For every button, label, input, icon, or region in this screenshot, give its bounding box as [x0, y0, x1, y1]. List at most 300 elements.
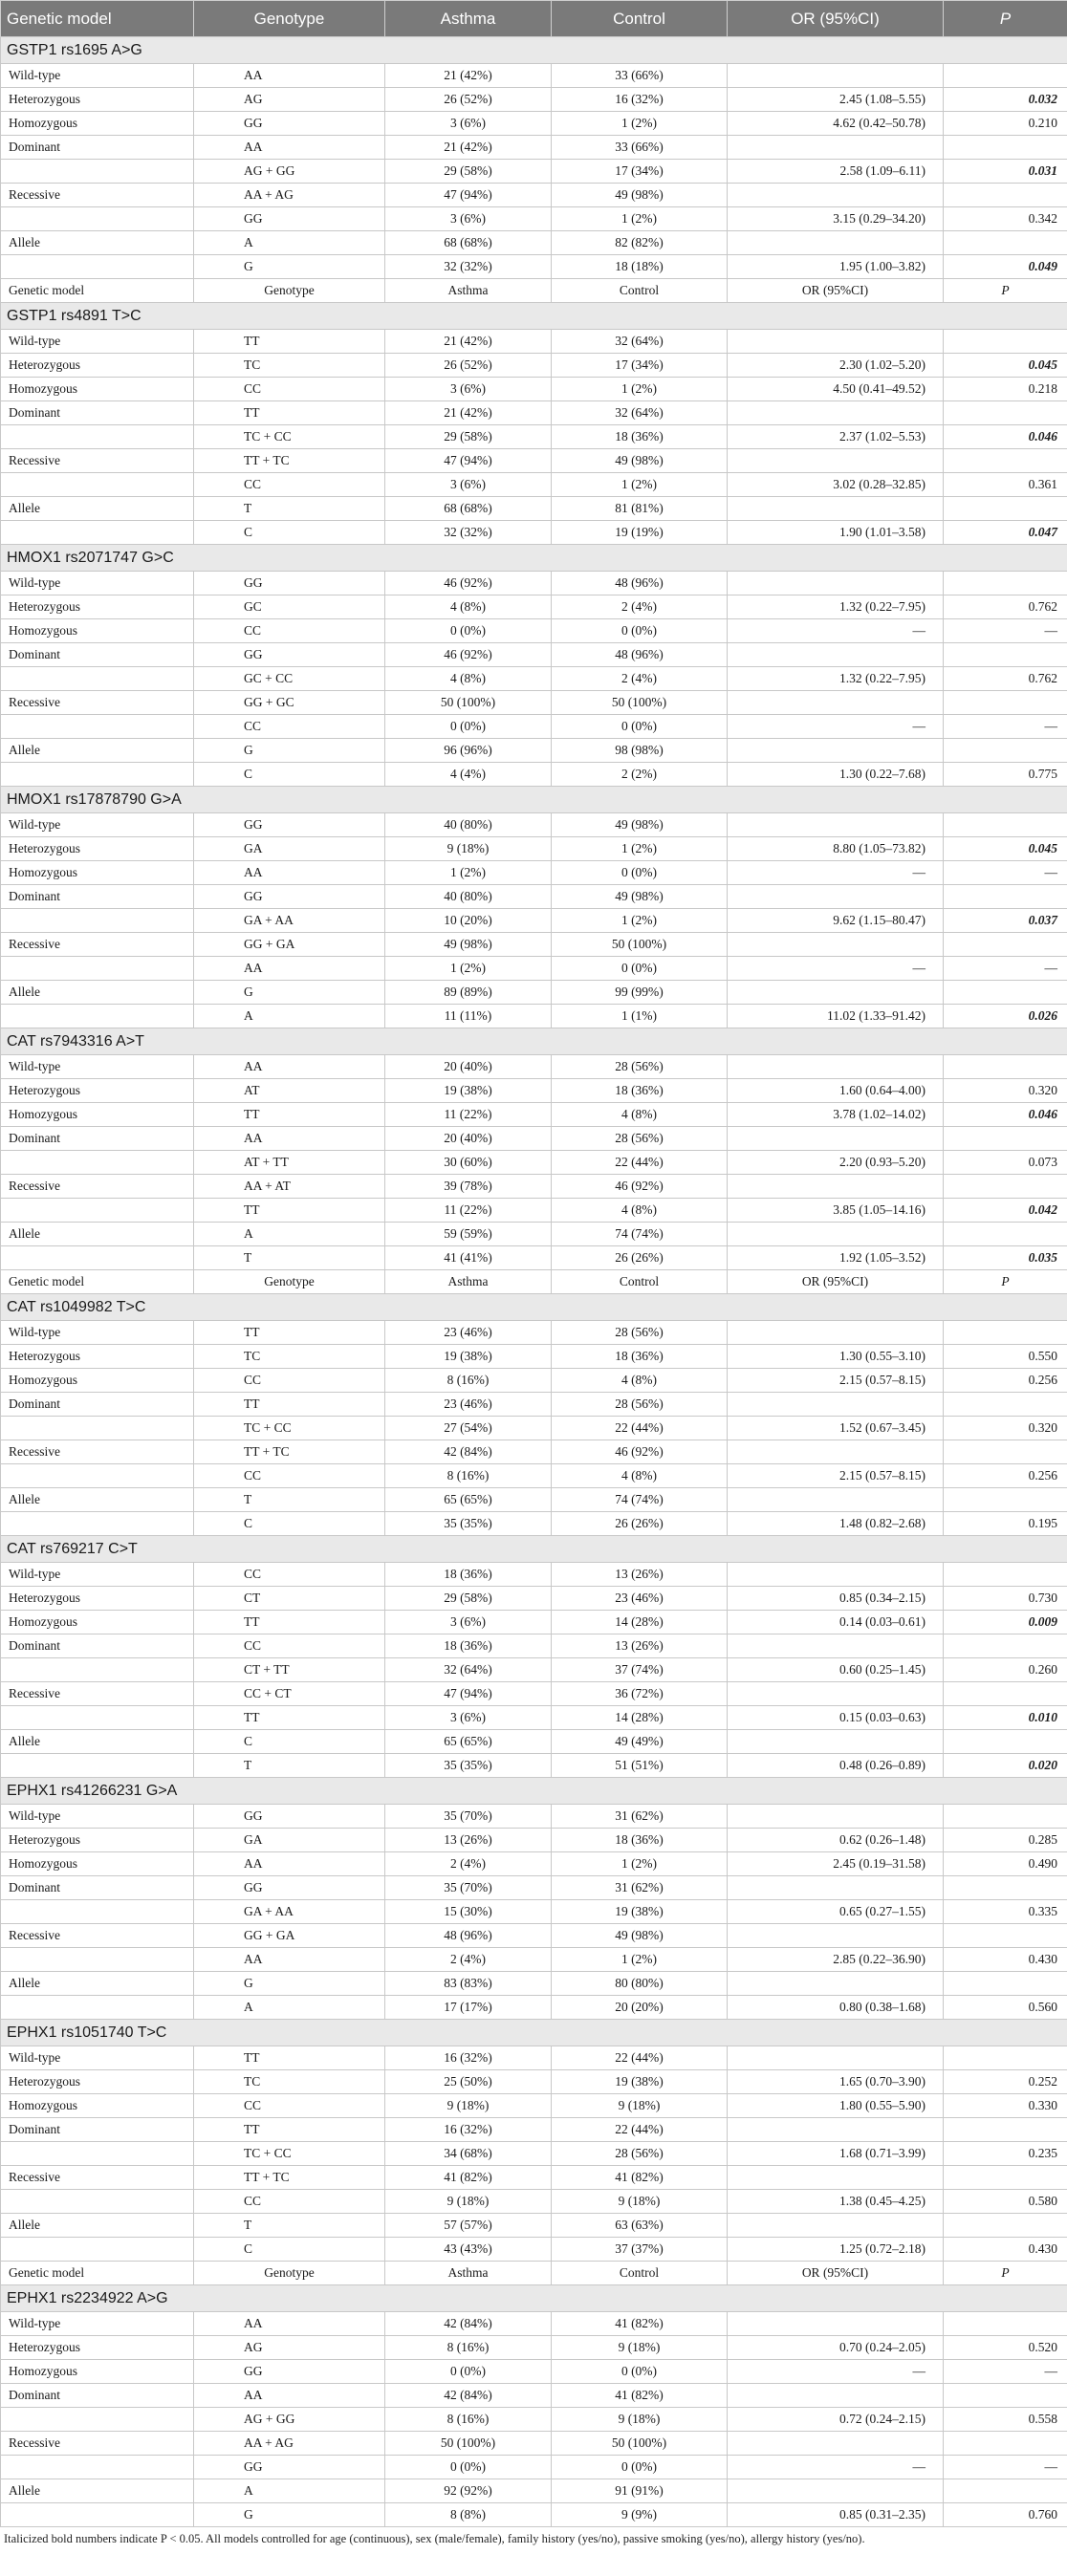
- asthma-count-cell: 35 (35%): [385, 1754, 552, 1778]
- snp-section-label: EPHX1 rs2234922 A>G: [1, 2285, 1067, 2312]
- odds-ratio-cell: 3.78 (1.02–14.02): [728, 1103, 944, 1127]
- control-count-cell: 17 (34%): [552, 354, 728, 378]
- odds-ratio-cell: [728, 1682, 944, 1706]
- odds-ratio-cell: 1.30 (0.22–7.68): [728, 763, 944, 787]
- table-body: [1, 37, 1067, 2527]
- table-row: [1, 136, 1067, 160]
- table-row: [1, 1972, 1067, 1996]
- asthma-count-cell: 32 (32%): [385, 255, 552, 279]
- control-count-cell: 51 (51%): [552, 1754, 728, 1778]
- table-row: [1, 861, 1067, 885]
- control-count-cell: 82 (82%): [552, 231, 728, 255]
- table-row: [1, 2166, 1067, 2190]
- p-value-cell: 0.032: [944, 88, 1067, 112]
- snp-section-label: CAT rs1049982 T>C: [1, 1294, 1067, 1321]
- asthma-count-cell: 3 (6%): [385, 112, 552, 136]
- genetic-model-cell: [1, 1900, 194, 1924]
- genetic-model-cell: [1, 1151, 194, 1175]
- odds-ratio-cell: [728, 1563, 944, 1587]
- p-value-cell: 0.430: [944, 1948, 1067, 1972]
- asthma-count-cell: 21 (42%): [385, 136, 552, 160]
- genetic-model-cell: [1, 1417, 194, 1440]
- odds-ratio-cell: 0.70 (0.24–2.05): [728, 2336, 944, 2360]
- odds-ratio-cell: 1.60 (0.64–4.00): [728, 1079, 944, 1103]
- genetic-model-cell: Heterozygous: [1, 1345, 194, 1369]
- genetic-model-cell: Homozygous: [1, 1369, 194, 1393]
- odds-ratio-cell: [728, 1055, 944, 1079]
- genotype-cell: T: [194, 1246, 385, 1270]
- control-count-cell: 1 (2%): [552, 207, 728, 231]
- genetic-model-cell: Homozygous: [1, 2094, 194, 2118]
- asthma-count-cell: 29 (58%): [385, 425, 552, 449]
- genetic-model-cell: Heterozygous: [1, 1079, 194, 1103]
- genetic-model-cell: Allele: [1, 981, 194, 1005]
- asthma-count-cell: 35 (70%): [385, 1876, 552, 1900]
- table-row: [1, 1900, 1067, 1924]
- genetic-model-cell: [1, 1658, 194, 1682]
- snp-section-row: [1, 2020, 1067, 2046]
- control-count-cell: 41 (82%): [552, 2166, 728, 2190]
- asthma-count-cell: 32 (64%): [385, 1658, 552, 1682]
- snp-section-row: [1, 303, 1067, 330]
- p-value-cell: 0.762: [944, 595, 1067, 619]
- subhead-p-value: P: [944, 279, 1067, 303]
- odds-ratio-cell: —: [728, 2360, 944, 2384]
- genetic-model-cell: [1, 2456, 194, 2479]
- genotype-cell: GG: [194, 885, 385, 909]
- genotype-cell: GG: [194, 2360, 385, 2384]
- genetic-model-cell: Heterozygous: [1, 1587, 194, 1611]
- genetic-model-cell: Allele: [1, 1730, 194, 1754]
- p-value-cell: [944, 1805, 1067, 1829]
- table-row: [1, 1345, 1067, 1369]
- control-count-cell: 28 (56%): [552, 1055, 728, 1079]
- genotype-cell: CC: [194, 1369, 385, 1393]
- table-row: [1, 2312, 1067, 2336]
- genotype-cell: TT: [194, 1103, 385, 1127]
- genotype-cell: TC + CC: [194, 2142, 385, 2166]
- p-value-cell: [944, 2432, 1067, 2456]
- odds-ratio-cell: 0.15 (0.03–0.63): [728, 1706, 944, 1730]
- control-count-cell: 46 (92%): [552, 1440, 728, 1464]
- subhead-genetic-model: Genetic model: [1, 2262, 194, 2285]
- odds-ratio-cell: [728, 1876, 944, 1900]
- asthma-count-cell: 26 (52%): [385, 88, 552, 112]
- asthma-count-cell: 8 (16%): [385, 2336, 552, 2360]
- genotype-cell: A: [194, 231, 385, 255]
- genotype-cell: CC: [194, 1634, 385, 1658]
- genetic-model-cell: Homozygous: [1, 2360, 194, 2384]
- control-count-cell: 9 (18%): [552, 2336, 728, 2360]
- control-count-cell: 14 (28%): [552, 1611, 728, 1634]
- genetic-model-cell: Homozygous: [1, 378, 194, 401]
- control-count-cell: 28 (56%): [552, 1127, 728, 1151]
- genetic-model-cell: Wild-type: [1, 1563, 194, 1587]
- asthma-count-cell: 42 (84%): [385, 2384, 552, 2408]
- snp-section-row: [1, 1028, 1067, 1055]
- asthma-count-cell: 29 (58%): [385, 1587, 552, 1611]
- asthma-count-cell: 21 (42%): [385, 64, 552, 88]
- asthma-count-cell: 15 (30%): [385, 1900, 552, 1924]
- table-row: [1, 957, 1067, 981]
- genetic-model-cell: Allele: [1, 739, 194, 763]
- genotype-cell: TC: [194, 1345, 385, 1369]
- genotype-cell: TT: [194, 401, 385, 425]
- table-row: [1, 1005, 1067, 1028]
- table-row: [1, 739, 1067, 763]
- asthma-count-cell: 0 (0%): [385, 619, 552, 643]
- genetic-model-cell: Allele: [1, 497, 194, 521]
- asthma-count-cell: 9 (18%): [385, 2094, 552, 2118]
- table-row: [1, 354, 1067, 378]
- genotype-cell: AA: [194, 1948, 385, 1972]
- odds-ratio-cell: 2.15 (0.57–8.15): [728, 1369, 944, 1393]
- subhead-asthma: Asthma: [385, 2262, 552, 2285]
- table-row: [1, 255, 1067, 279]
- header-p-value: P: [944, 1, 1067, 37]
- genetic-model-cell: Recessive: [1, 691, 194, 715]
- table-row: [1, 521, 1067, 545]
- table-row: [1, 1175, 1067, 1199]
- snp-section-row: [1, 1778, 1067, 1805]
- p-value-cell: [944, 933, 1067, 957]
- odds-ratio-cell: [728, 1127, 944, 1151]
- asthma-count-cell: 32 (32%): [385, 521, 552, 545]
- control-count-cell: 49 (98%): [552, 449, 728, 473]
- table-row: [1, 1369, 1067, 1393]
- genotype-cell: TC: [194, 2070, 385, 2094]
- odds-ratio-cell: [728, 64, 944, 88]
- odds-ratio-cell: 0.80 (0.38–1.68): [728, 1996, 944, 2020]
- snp-section-row: [1, 1536, 1067, 1563]
- table-row: [1, 231, 1067, 255]
- control-count-cell: 26 (26%): [552, 1246, 728, 1270]
- table-row: [1, 813, 1067, 837]
- asthma-count-cell: 68 (68%): [385, 497, 552, 521]
- control-count-cell: 18 (18%): [552, 255, 728, 279]
- genetic-model-cell: Wild-type: [1, 2046, 194, 2070]
- asthma-count-cell: 29 (58%): [385, 160, 552, 184]
- table-row: [1, 1730, 1067, 1754]
- genetic-model-cell: Dominant: [1, 401, 194, 425]
- genetic-model-cell: Homozygous: [1, 1103, 194, 1127]
- genotype-cell: GG: [194, 1805, 385, 1829]
- subhead-genetic-model: Genetic model: [1, 279, 194, 303]
- control-count-cell: 63 (63%): [552, 2214, 728, 2238]
- asthma-count-cell: 21 (42%): [385, 401, 552, 425]
- table-row: [1, 473, 1067, 497]
- control-count-cell: 74 (74%): [552, 1488, 728, 1512]
- header-genetic-model: Genetic model: [1, 1, 194, 37]
- control-count-cell: 1 (2%): [552, 473, 728, 497]
- repeated-header-row: [1, 2262, 1067, 2285]
- table-row: [1, 2190, 1067, 2214]
- table-row: [1, 933, 1067, 957]
- control-count-cell: 91 (91%): [552, 2479, 728, 2503]
- p-value-cell: 0.342: [944, 207, 1067, 231]
- asthma-count-cell: 41 (41%): [385, 1246, 552, 1270]
- snp-section-label: CAT rs7943316 A>T: [1, 1028, 1067, 1055]
- genotype-cell: CC: [194, 2094, 385, 2118]
- genotype-cell: CC: [194, 2190, 385, 2214]
- p-value-cell: [944, 1634, 1067, 1658]
- subhead-or-ci: OR (95%CI): [728, 2262, 944, 2285]
- genetic-model-cell: Dominant: [1, 1127, 194, 1151]
- control-count-cell: 49 (98%): [552, 184, 728, 207]
- control-count-cell: 9 (18%): [552, 2408, 728, 2432]
- p-value-cell: 0.558: [944, 2408, 1067, 2432]
- table-row: [1, 497, 1067, 521]
- odds-ratio-cell: 2.37 (1.02–5.53): [728, 425, 944, 449]
- table-row: [1, 1464, 1067, 1488]
- p-value-cell: [944, 691, 1067, 715]
- genotype-cell: CT: [194, 1587, 385, 1611]
- control-count-cell: 46 (92%): [552, 1175, 728, 1199]
- genotype-cell: AA: [194, 2384, 385, 2408]
- genotype-cell: A: [194, 1005, 385, 1028]
- genotype-cell: GG: [194, 207, 385, 231]
- asthma-count-cell: 40 (80%): [385, 885, 552, 909]
- table-row: [1, 643, 1067, 667]
- asthma-count-cell: 27 (54%): [385, 1417, 552, 1440]
- asthma-count-cell: 3 (6%): [385, 1611, 552, 1634]
- p-value-cell: 0.490: [944, 1852, 1067, 1876]
- genotype-cell: AT: [194, 1079, 385, 1103]
- control-count-cell: 22 (44%): [552, 2118, 728, 2142]
- genetic-model-cell: Dominant: [1, 1393, 194, 1417]
- genetic-model-cell: Heterozygous: [1, 595, 194, 619]
- asthma-count-cell: 16 (32%): [385, 2046, 552, 2070]
- table-row: [1, 2456, 1067, 2479]
- asthma-count-cell: 39 (78%): [385, 1175, 552, 1199]
- genetic-model-cell: Dominant: [1, 643, 194, 667]
- genotype-cell: GG: [194, 2456, 385, 2479]
- table-row: [1, 1488, 1067, 1512]
- control-count-cell: 28 (56%): [552, 1393, 728, 1417]
- genetic-model-cell: [1, 207, 194, 231]
- genotype-cell: GG: [194, 572, 385, 595]
- p-value-cell: [944, 136, 1067, 160]
- odds-ratio-cell: [728, 1730, 944, 1754]
- table-row: [1, 2408, 1067, 2432]
- odds-ratio-cell: 0.85 (0.34–2.15): [728, 1587, 944, 1611]
- table-row: [1, 1223, 1067, 1246]
- table-row: [1, 1948, 1067, 1972]
- table-row: [1, 1924, 1067, 1948]
- snp-section-label: CAT rs769217 C>T: [1, 1536, 1067, 1563]
- odds-ratio-cell: 0.72 (0.24–2.15): [728, 2408, 944, 2432]
- table-row: [1, 837, 1067, 861]
- p-value-cell: [944, 885, 1067, 909]
- control-count-cell: 31 (62%): [552, 1876, 728, 1900]
- odds-ratio-cell: 2.58 (1.09–6.11): [728, 160, 944, 184]
- genetic-model-cell: Homozygous: [1, 861, 194, 885]
- header-asthma: Asthma: [385, 1, 552, 37]
- p-value-cell: —: [944, 619, 1067, 643]
- odds-ratio-cell: [728, 2166, 944, 2190]
- control-count-cell: 31 (62%): [552, 1805, 728, 1829]
- genotype-cell: TT: [194, 1611, 385, 1634]
- odds-ratio-cell: 3.15 (0.29–34.20): [728, 207, 944, 231]
- asthma-count-cell: 18 (36%): [385, 1634, 552, 1658]
- table-row: [1, 1393, 1067, 1417]
- table-row: [1, 2142, 1067, 2166]
- control-count-cell: 19 (19%): [552, 521, 728, 545]
- genotype-cell: AA: [194, 1852, 385, 1876]
- control-count-cell: 49 (98%): [552, 1924, 728, 1948]
- odds-ratio-cell: —: [728, 619, 944, 643]
- odds-ratio-cell: [728, 2432, 944, 2456]
- genotype-cell: CC: [194, 715, 385, 739]
- odds-ratio-cell: 1.92 (1.05–3.52): [728, 1246, 944, 1270]
- odds-ratio-cell: 2.30 (1.02–5.20): [728, 354, 944, 378]
- asthma-count-cell: 83 (83%): [385, 1972, 552, 1996]
- odds-ratio-cell: 1.95 (1.00–3.82): [728, 255, 944, 279]
- genetic-model-cell: Allele: [1, 1972, 194, 1996]
- asthma-count-cell: 0 (0%): [385, 2456, 552, 2479]
- genotype-cell: TT + TC: [194, 449, 385, 473]
- p-value-cell: 0.256: [944, 1464, 1067, 1488]
- control-count-cell: 4 (8%): [552, 1464, 728, 1488]
- p-value-cell: [944, 2118, 1067, 2142]
- p-value-cell: 0.260: [944, 1658, 1067, 1682]
- genetic-model-cell: Homozygous: [1, 619, 194, 643]
- table-row: [1, 2214, 1067, 2238]
- p-value-cell: 0.330: [944, 2094, 1067, 2118]
- table-row: [1, 401, 1067, 425]
- asthma-count-cell: 18 (36%): [385, 1563, 552, 1587]
- table-row: [1, 2070, 1067, 2094]
- genotype-cell: T: [194, 1488, 385, 1512]
- genotype-cell: T: [194, 497, 385, 521]
- table-row: [1, 2094, 1067, 2118]
- asthma-count-cell: 1 (2%): [385, 957, 552, 981]
- control-count-cell: 0 (0%): [552, 715, 728, 739]
- genetic-model-cell: Wild-type: [1, 1055, 194, 1079]
- control-count-cell: 1 (1%): [552, 1005, 728, 1028]
- control-count-cell: 80 (80%): [552, 1972, 728, 1996]
- odds-ratio-cell: 1.48 (0.82–2.68): [728, 1512, 944, 1536]
- control-count-cell: 19 (38%): [552, 2070, 728, 2094]
- p-value-cell: 0.320: [944, 1417, 1067, 1440]
- genotype-cell: AT + TT: [194, 1151, 385, 1175]
- p-value-cell: [944, 2214, 1067, 2238]
- p-value-cell: [944, 739, 1067, 763]
- genetic-model-cell: Allele: [1, 2214, 194, 2238]
- odds-ratio-cell: [728, 813, 944, 837]
- table-row: [1, 1103, 1067, 1127]
- odds-ratio-cell: [728, 981, 944, 1005]
- p-value-cell: 0.046: [944, 425, 1067, 449]
- asthma-count-cell: 11 (11%): [385, 1005, 552, 1028]
- genotype-cell: CC: [194, 1563, 385, 1587]
- control-count-cell: 50 (100%): [552, 933, 728, 957]
- genotype-cell: G: [194, 981, 385, 1005]
- asthma-count-cell: 10 (20%): [385, 909, 552, 933]
- control-count-cell: 1 (2%): [552, 1948, 728, 1972]
- genetic-model-cell: [1, 2503, 194, 2527]
- table-row: [1, 2503, 1067, 2527]
- genotype-cell: GG + GA: [194, 933, 385, 957]
- p-value-cell: [944, 1730, 1067, 1754]
- odds-ratio-cell: [728, 572, 944, 595]
- genotype-cell: GG: [194, 112, 385, 136]
- asthma-count-cell: 8 (8%): [385, 2503, 552, 2527]
- p-value-cell: 0.760: [944, 2503, 1067, 2527]
- asthma-count-cell: 34 (68%): [385, 2142, 552, 2166]
- genetic-model-cell: [1, 763, 194, 787]
- odds-ratio-cell: [728, 2384, 944, 2408]
- table-row: [1, 112, 1067, 136]
- asthma-count-cell: 3 (6%): [385, 207, 552, 231]
- table-row: [1, 715, 1067, 739]
- asthma-count-cell: 47 (94%): [385, 449, 552, 473]
- p-value-cell: [944, 1563, 1067, 1587]
- asthma-count-cell: 8 (16%): [385, 1464, 552, 1488]
- p-value-cell: [944, 1876, 1067, 1900]
- p-value-cell: 0.049: [944, 255, 1067, 279]
- genetic-model-cell: [1, 2190, 194, 2214]
- asthma-count-cell: 1 (2%): [385, 861, 552, 885]
- odds-ratio-cell: [728, 2046, 944, 2070]
- genotype-cell: G: [194, 1972, 385, 1996]
- odds-ratio-cell: [728, 2312, 944, 2336]
- control-count-cell: 19 (38%): [552, 1900, 728, 1924]
- genetic-model-cell: Wild-type: [1, 572, 194, 595]
- p-value-cell: 0.550: [944, 1345, 1067, 1369]
- p-value-cell: —: [944, 2456, 1067, 2479]
- table-row: [1, 2360, 1067, 2384]
- genetic-model-cell: Heterozygous: [1, 88, 194, 112]
- control-count-cell: 28 (56%): [552, 1321, 728, 1345]
- genetic-model-cell: Recessive: [1, 2166, 194, 2190]
- subhead-asthma: Asthma: [385, 279, 552, 303]
- snp-section-label: GSTP1 rs1695 A>G: [1, 37, 1067, 64]
- snp-section-label: HMOX1 rs2071747 G>C: [1, 545, 1067, 572]
- p-value-cell: 0.285: [944, 1829, 1067, 1852]
- genetic-model-cell: [1, 521, 194, 545]
- odds-ratio-cell: 2.45 (1.08–5.55): [728, 88, 944, 112]
- control-count-cell: 2 (2%): [552, 763, 728, 787]
- genotype-cell: TT: [194, 1199, 385, 1223]
- table-row: [1, 1829, 1067, 1852]
- genetic-model-cell: Recessive: [1, 184, 194, 207]
- p-value-cell: [944, 2166, 1067, 2190]
- table-row: [1, 184, 1067, 207]
- asthma-count-cell: 9 (18%): [385, 837, 552, 861]
- odds-ratio-cell: 3.85 (1.05–14.16): [728, 1199, 944, 1223]
- control-count-cell: 13 (26%): [552, 1634, 728, 1658]
- genetic-model-cell: [1, 473, 194, 497]
- p-value-cell: 0.045: [944, 837, 1067, 861]
- asthma-count-cell: 68 (68%): [385, 231, 552, 255]
- snp-section-row: [1, 37, 1067, 64]
- control-count-cell: 9 (9%): [552, 2503, 728, 2527]
- genotype-cell: TC: [194, 354, 385, 378]
- asthma-count-cell: 92 (92%): [385, 2479, 552, 2503]
- genotype-cell: AG: [194, 2336, 385, 2360]
- table-row: [1, 1440, 1067, 1464]
- odds-ratio-cell: [728, 2214, 944, 2238]
- p-value-cell: 0.775: [944, 763, 1067, 787]
- genotype-cell: CT + TT: [194, 1658, 385, 1682]
- table-row: [1, 885, 1067, 909]
- p-value-cell: 0.235: [944, 2142, 1067, 2166]
- table-row: [1, 425, 1067, 449]
- control-count-cell: 9 (18%): [552, 2190, 728, 2214]
- asthma-count-cell: 4 (8%): [385, 595, 552, 619]
- asthma-count-cell: 25 (50%): [385, 2070, 552, 2094]
